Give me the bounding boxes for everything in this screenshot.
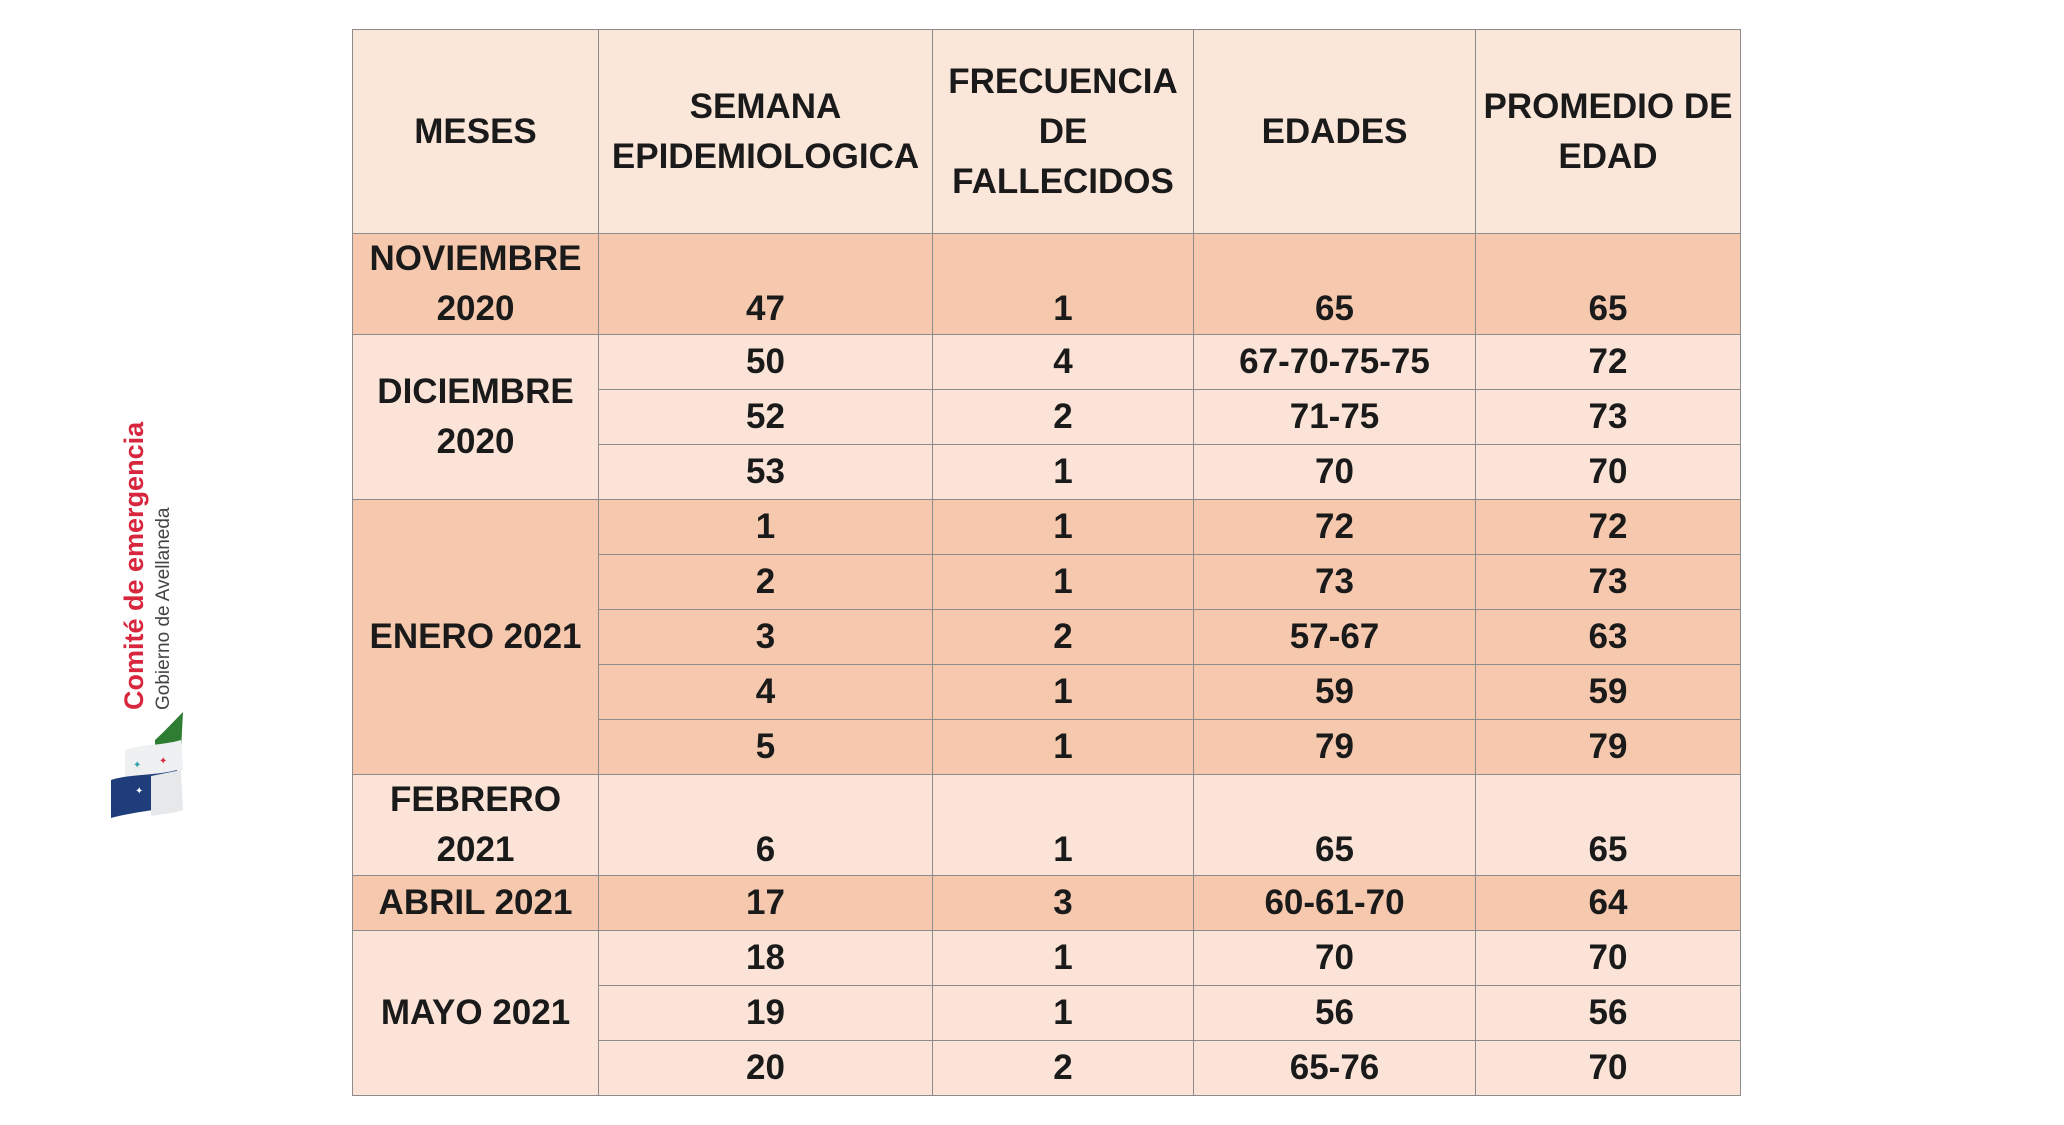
svg-text:✦: ✦: [159, 756, 168, 767]
table-body: [353, 234, 1741, 1096]
month-label-line: 2020: [436, 289, 515, 328]
promedio-cell: 70: [1476, 931, 1741, 986]
promedio-cell: 63: [1476, 610, 1741, 665]
semana-cell: 53: [599, 445, 933, 500]
semana-cell: 18: [599, 931, 933, 986]
header-frecuencia-line-2: DE: [1038, 111, 1088, 151]
promedio-cell: 56: [1476, 986, 1741, 1041]
frecuencia-cell: 1: [933, 555, 1194, 610]
svg-text:✦: ✦: [135, 786, 144, 797]
header-row: [353, 30, 1741, 234]
semana-cell: 52: [599, 390, 933, 445]
promedio-cell: 72: [1476, 500, 1741, 555]
table-row: [353, 335, 1741, 390]
edades-cell: 65: [1194, 775, 1476, 876]
frecuencia-cell: 1: [933, 665, 1194, 720]
semana-cell: 3: [599, 610, 933, 665]
month-cell: [353, 500, 599, 775]
edades-cell: 57-67: [1194, 610, 1476, 665]
edades-cell: 70: [1194, 445, 1476, 500]
frecuencia-cell: 2: [933, 390, 1194, 445]
promedio-cell: 70: [1476, 1041, 1741, 1096]
frecuencia-cell: 1: [933, 720, 1194, 775]
header-promedio-line-2: EDAD: [1558, 136, 1658, 176]
edades-cell: 70: [1194, 931, 1476, 986]
promedio-cell: 65: [1476, 234, 1741, 335]
frecuencia-cell: 2: [933, 1041, 1194, 1096]
edades-cell: 71-75: [1194, 390, 1476, 445]
frecuencia-cell: 4: [933, 335, 1194, 390]
frecuencia-cell: 2: [933, 610, 1194, 665]
semana-cell: 19: [599, 986, 933, 1041]
frecuencia-cell: 1: [933, 500, 1194, 555]
promedio-cell: 73: [1476, 555, 1741, 610]
header-frecuencia-line-3: FALLECIDOS: [952, 161, 1174, 201]
month-label-line: DICIEMBRE: [377, 372, 574, 411]
header-frecuencia-line-1: FRECUENCIA: [948, 61, 1178, 101]
table-row: [353, 775, 1741, 876]
month-label-line: MAYO 2021: [380, 993, 571, 1032]
frecuencia-cell: 1: [933, 775, 1194, 876]
frecuencia-cell: 1: [933, 445, 1194, 500]
edades-cell: 79: [1194, 720, 1476, 775]
promedio-cell: 70: [1476, 445, 1741, 500]
header-promedio-line-1: PROMEDIO DE: [1483, 86, 1733, 126]
promedio-cell: 72: [1476, 335, 1741, 390]
frecuencia-cell: 1: [933, 986, 1194, 1041]
svg-text:✦: ✦: [133, 760, 142, 771]
month-cell: [353, 931, 599, 1096]
semana-cell: 50: [599, 335, 933, 390]
semana-cell: 4: [599, 665, 933, 720]
comite-logo: [105, 390, 195, 830]
semana-cell: 2: [599, 555, 933, 610]
semana-cell: 17: [599, 876, 933, 931]
edades-cell: 73: [1194, 555, 1476, 610]
promedio-cell: 65: [1476, 775, 1741, 876]
month-cell: [353, 876, 599, 931]
logo-title: Comité de emergencia: [119, 421, 149, 710]
month-cell: [353, 775, 599, 876]
semana-cell: 1: [599, 500, 933, 555]
frecuencia-cell: 1: [933, 234, 1194, 335]
flag-icon: [111, 710, 191, 820]
header-meses-line: MESES: [414, 111, 537, 151]
edades-cell: 67-70-75-75: [1194, 335, 1476, 390]
logo-wordmark: [105, 390, 195, 710]
month-label-line: ABRIL 2021: [378, 883, 573, 922]
logo-subtitle: Gobierno de Avellaneda: [153, 507, 174, 710]
semana-cell: 6: [599, 775, 933, 876]
table-row: [353, 931, 1741, 986]
header-edades: [1194, 30, 1476, 234]
semana-cell: 5: [599, 720, 933, 775]
month-label-line: FEBRERO: [389, 780, 562, 819]
month-label-line: 2020: [436, 422, 515, 461]
frecuencia-cell: 3: [933, 876, 1194, 931]
header-meses: [353, 30, 599, 234]
promedio-cell: 64: [1476, 876, 1741, 931]
month-label-line: ENERO 2021: [369, 617, 582, 656]
table-row: [353, 500, 1741, 555]
header-semana-line-1: SEMANA: [689, 86, 842, 126]
edades-cell: 65: [1194, 234, 1476, 335]
edades-cell: 59: [1194, 665, 1476, 720]
month-cell: [353, 234, 599, 335]
promedio-cell: 79: [1476, 720, 1741, 775]
edades-cell: 65-76: [1194, 1041, 1476, 1096]
semana-cell: 47: [599, 234, 933, 335]
month-cell: [353, 335, 599, 500]
semana-cell: 20: [599, 1041, 933, 1096]
table-row: [353, 234, 1741, 335]
header-edades-line: EDADES: [1261, 111, 1408, 151]
header-semana: [599, 30, 933, 234]
fallecidos-table: [352, 29, 1741, 1096]
edades-cell: 60-61-70: [1194, 876, 1476, 931]
month-label-line: 2021: [436, 830, 515, 869]
header-frecuencia: [933, 30, 1194, 234]
promedio-cell: 59: [1476, 665, 1741, 720]
frecuencia-cell: 1: [933, 931, 1194, 986]
month-label-line: NOVIEMBRE: [369, 239, 582, 278]
table-row: [353, 876, 1741, 931]
header-promedio: [1476, 30, 1741, 234]
edades-cell: 56: [1194, 986, 1476, 1041]
edades-cell: 72: [1194, 500, 1476, 555]
promedio-cell: 73: [1476, 390, 1741, 445]
header-semana-line-2: EPIDEMIOLOGICA: [611, 136, 920, 176]
